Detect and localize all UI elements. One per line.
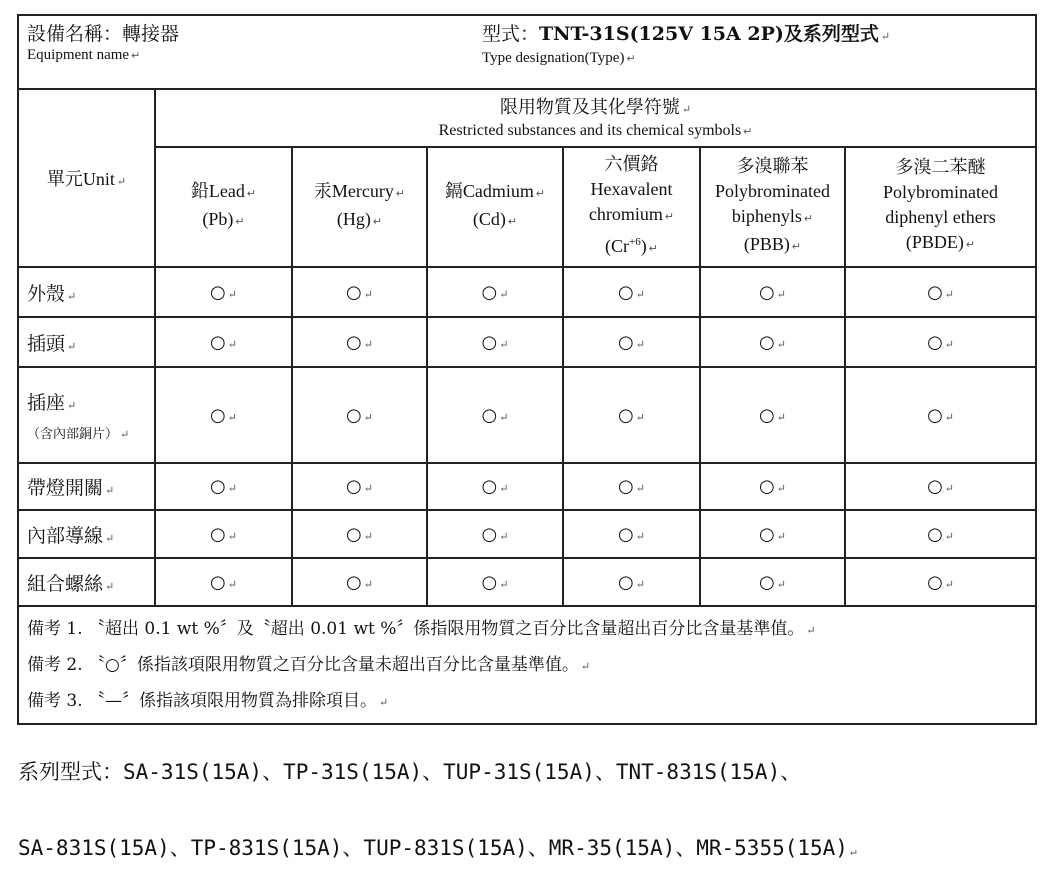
note-1: 備考 1. 〝超出 0.1 wt %〞及〝超出 0.01 wt %〞係指限用物質之百分比含量超出百分比含量基準值。 ↵: [27, 619, 816, 639]
column-pbde: 多溴二苯醚 Polybrominated diphenyl ethers (PBDE) ↵: [845, 147, 1036, 267]
table-row: 外殼 ↵ ○ ↵ ○ ↵ ○ ↵ ○ ↵ ○ ↵ ○ ↵: [18, 267, 1036, 317]
equipment-name-en: Equipment name: [27, 47, 130, 63]
table-row: 內部導線 ↵ ○ ↵ ○ ↵ ○ ↵ ○ ↵ ○ ↵ ○ ↵: [18, 510, 1036, 558]
column-mercury: 汞Mercury ↵ (Hg) ↵: [292, 147, 427, 267]
column-cadmium: 鎘Cadmium ↵ (Cd) ↵: [427, 147, 563, 267]
restricted-substances-title: 限用物質及其化學符號 ↵ Restricted substances and its chemical symbols ↵: [155, 89, 1036, 147]
table-row: 帶燈開關 ↵ ○ ↵ ○ ↵ ○ ↵ ○ ↵ ○ ↵ ○ ↵: [18, 463, 1036, 510]
table-row: 插座 ↵ （含內部銅片） ↵ ○ ↵ ○ ↵ ○ ↵ ○ ↵ ○ ↵ ○ ↵: [18, 367, 1036, 463]
column-pbb: 多溴聯苯 Polybrominated biphenyls ↵ (PBB) ↵: [700, 147, 845, 267]
row-label: 內部導線 ↵: [18, 510, 155, 558]
row-label: 插座 ↵ （含內部銅片） ↵: [18, 367, 155, 463]
type-label: 型式：: [482, 23, 540, 45]
row-label: 插頭 ↵: [18, 317, 155, 367]
header-cell: 設備名稱：轉接器 Equipment name ↵ 型式：TNT-31S(125V 15A 2P)及系列型式 ↵ Type designation(Type) ↵: [18, 15, 1036, 89]
row-label: 外殼 ↵: [18, 267, 155, 317]
row-label: 組合螺絲 ↵: [18, 558, 155, 606]
series-line-2: SA-831S(15A)、TP-831S(15A)、TUP-831S(15A)、MR-35(15A)、MR-5355(15A) ↵: [18, 836, 857, 860]
table-row: 插頭 ↵ ○ ↵ ○ ↵ ○ ↵ ○ ↵ ○ ↵ ○ ↵: [18, 317, 1036, 367]
type-label-en: Type designation(Type): [482, 50, 625, 66]
note-2: 備考 2. 〝○〞係指該項限用物質之百分比含量未超出百分比含量基準值。 ↵: [27, 655, 591, 675]
series-line-1: 系列型式：SA-31S(15A)、TP-31S(15A)、TUP-31S(15A)、TNT-831S(15A)、: [18, 760, 802, 784]
equipment-name-zh: 設備名稱：轉接器: [27, 23, 180, 45]
column-lead: 鉛Lead ↵ (Pb) ↵: [155, 147, 292, 267]
note-3: 備考 3. 〝—〞係指該項限用物質為排除項目。 ↵: [27, 691, 389, 711]
type-value: TNT-31S(125V 15A 2P)及系列型式: [539, 23, 879, 45]
notes-cell: [18, 606, 1036, 724]
unit-header: 單元Unit ↵: [18, 89, 155, 267]
row-label: 帶燈開關 ↵: [18, 463, 155, 510]
table-row: 組合螺絲 ↵ ○ ↵ ○ ↵ ○ ↵ ○ ↵ ○ ↵ ○ ↵: [18, 558, 1036, 606]
rohs-table: [17, 14, 1037, 725]
column-hexavalent-chromium: 六價鉻 Hexavalent chromium ↵ $(Cr^{+6})$ ↵: [563, 147, 700, 267]
